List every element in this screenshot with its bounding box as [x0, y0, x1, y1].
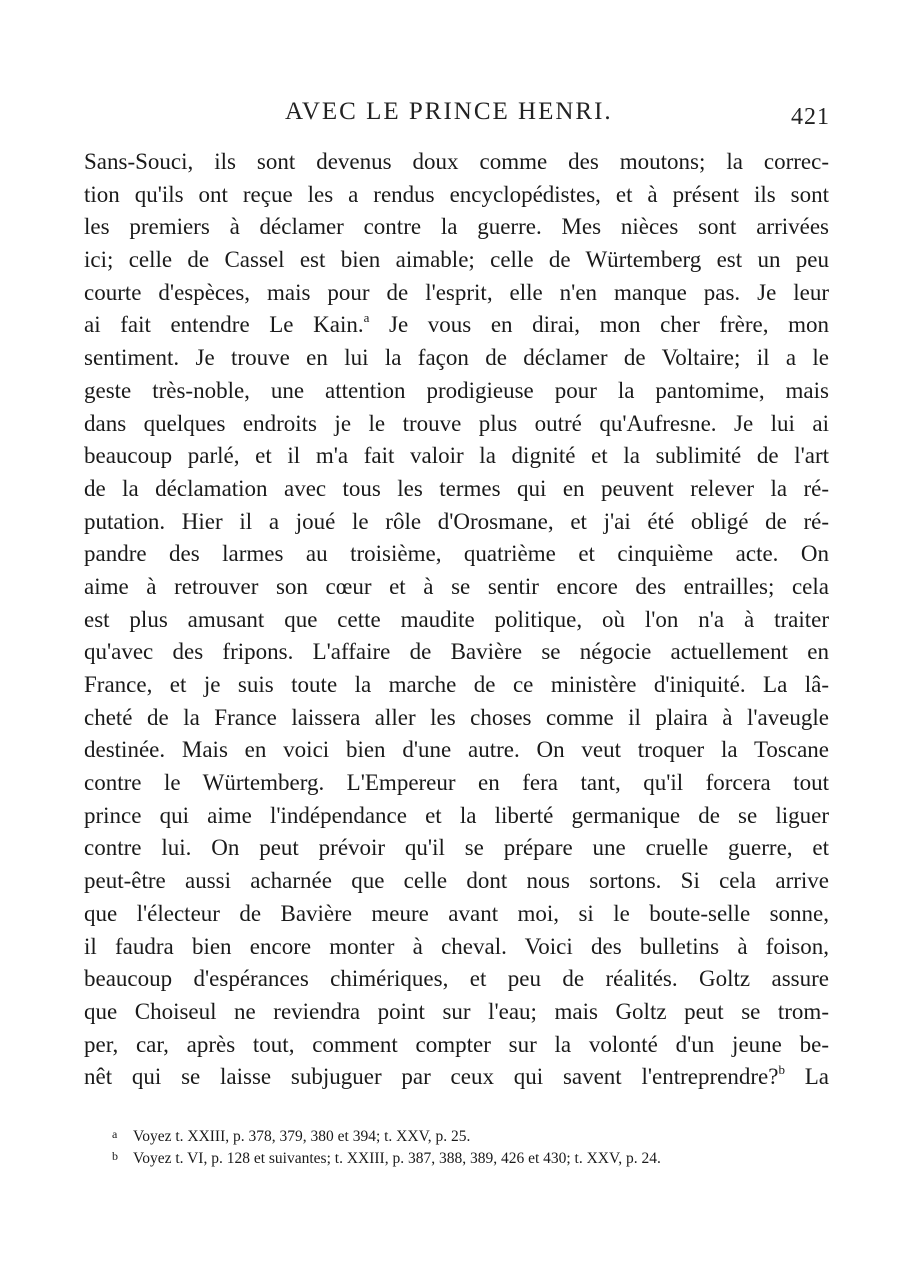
page-number: 421	[791, 104, 830, 130]
text-line: destinée. Mais en voici bien d'une autre. On veut troquer la Toscane	[84, 737, 829, 763]
text-line: Sans-Souci, ils sont devenus doux comme des moutons; la correc-	[84, 149, 829, 174]
text-fragment: La	[804, 1064, 829, 1090]
text-line: dans quelques endroits je le trouve plus outré qu'Aufresne. Je lui ai	[84, 410, 829, 436]
text-line: contre lui. On peut prévoir qu'il se prépare une cruelle guerre, et	[84, 835, 829, 861]
footnote-ref-a[interactable]: a	[363, 310, 370, 326]
text-line: que Choiseul ne reviendra point sur l'eau; mais Goltz peut se trom-	[84, 998, 829, 1024]
text-line: ici; celle de Cassel est bien aimable; celle de Würtemberg est un peu	[84, 247, 829, 273]
footnote-mark: a	[112, 1127, 118, 1141]
text-line: per, car, après tout, comment compter sur la volonté d'un jeune be-	[84, 1031, 829, 1057]
text-line: peut-être aussi acharnée que celle dont nous sortons. Si cela arrive	[84, 868, 829, 894]
text-line: putation. Hier il a joué le rôle d'Orosmane, et j'ai été obligé de ré-	[84, 508, 829, 534]
footnote-text: Voyez t. VI, p. 128 et suivantes; t. XXIII, p. 387, 388, 389, 426 et 430; t. XXV, p. 24.	[133, 1150, 661, 1167]
text-line: sentiment. Je trouve en lui la façon de déclamer de Voltaire; il a le	[84, 345, 829, 371]
footnote-a	[112, 1123, 832, 1145]
text-line: les premiers à déclamer contre la guerre. Mes nièces sont arrivées	[84, 214, 829, 240]
running-title: AVEC LE PRINCE HENRI.	[285, 98, 613, 125]
text-line: beaucoup parlé, et il m'a fait valoir la dignité et la sublimité de l'art	[84, 443, 829, 469]
text-fragment: nêt qui se laisse subjuguer par ceux qui savent l'entreprendre?	[84, 1064, 779, 1090]
text-line: qu'avec des fripons. L'affaire de Bavière se négocie actuellement en	[84, 639, 829, 665]
text-line: il faudra bien encore monter à cheval. Voici des bulletins à foison,	[84, 933, 829, 959]
body-text	[84, 146, 829, 1094]
text-line: beaucoup d'espérances chimériques, et peu de réalités. Goltz assure	[84, 966, 829, 992]
footnote-b	[112, 1145, 832, 1167]
text-fragment: Je vous en dirai, mon cher frère, mon	[389, 312, 830, 338]
text-line: prince qui aime l'indépendance et la liberté germanique de se liguer	[84, 802, 829, 828]
text-line: que l'électeur de Bavière meure avant moi, si le boute-selle sonne,	[84, 900, 829, 926]
footnote-text: Voyez t. XXIII, p. 378, 379, 380 et 394; t. XXV, p. 25.	[133, 1128, 471, 1145]
text-line: contre le Würtemberg. L'Empereur en fera tant, qu'il forcera tout	[84, 770, 829, 796]
text-line: aime à retrouver son cœur et à se sentir encore des entrailles; cela	[84, 573, 829, 599]
text-line	[84, 1061, 829, 1094]
text-line: est plus amusant que cette maudite politique, où l'on n'a à traiter	[84, 606, 829, 632]
text-line: pandre des larmes au troisième, quatrième et cinquième acte. On	[84, 541, 829, 567]
text-line	[84, 309, 829, 342]
text-line: geste très-noble, une attention prodigieuse pour la pantomime, mais	[84, 377, 829, 403]
text-fragment: ai fait entendre Le Kain.	[84, 312, 364, 338]
footnote-ref-b[interactable]: b	[778, 1062, 785, 1078]
footnote-mark: b	[112, 1149, 118, 1163]
text-line: de la déclamation avec tous les termes qui en peuvent relever la ré-	[84, 475, 829, 501]
text-line: France, et je suis toute la marche de ce ministère d'iniquité. La lâ-	[84, 672, 829, 697]
text-line: tion qu'ils ont reçue les a rendus encyclopédistes, et à présent ils sont	[84, 181, 829, 207]
text-line: courte d'espèces, mais pour de l'esprit, elle n'en manque pas. Je leur	[84, 279, 829, 305]
footnotes	[112, 1123, 832, 1167]
text-line: cheté de la France laissera aller les choses comme il plaira à l'aveugle	[84, 704, 829, 730]
